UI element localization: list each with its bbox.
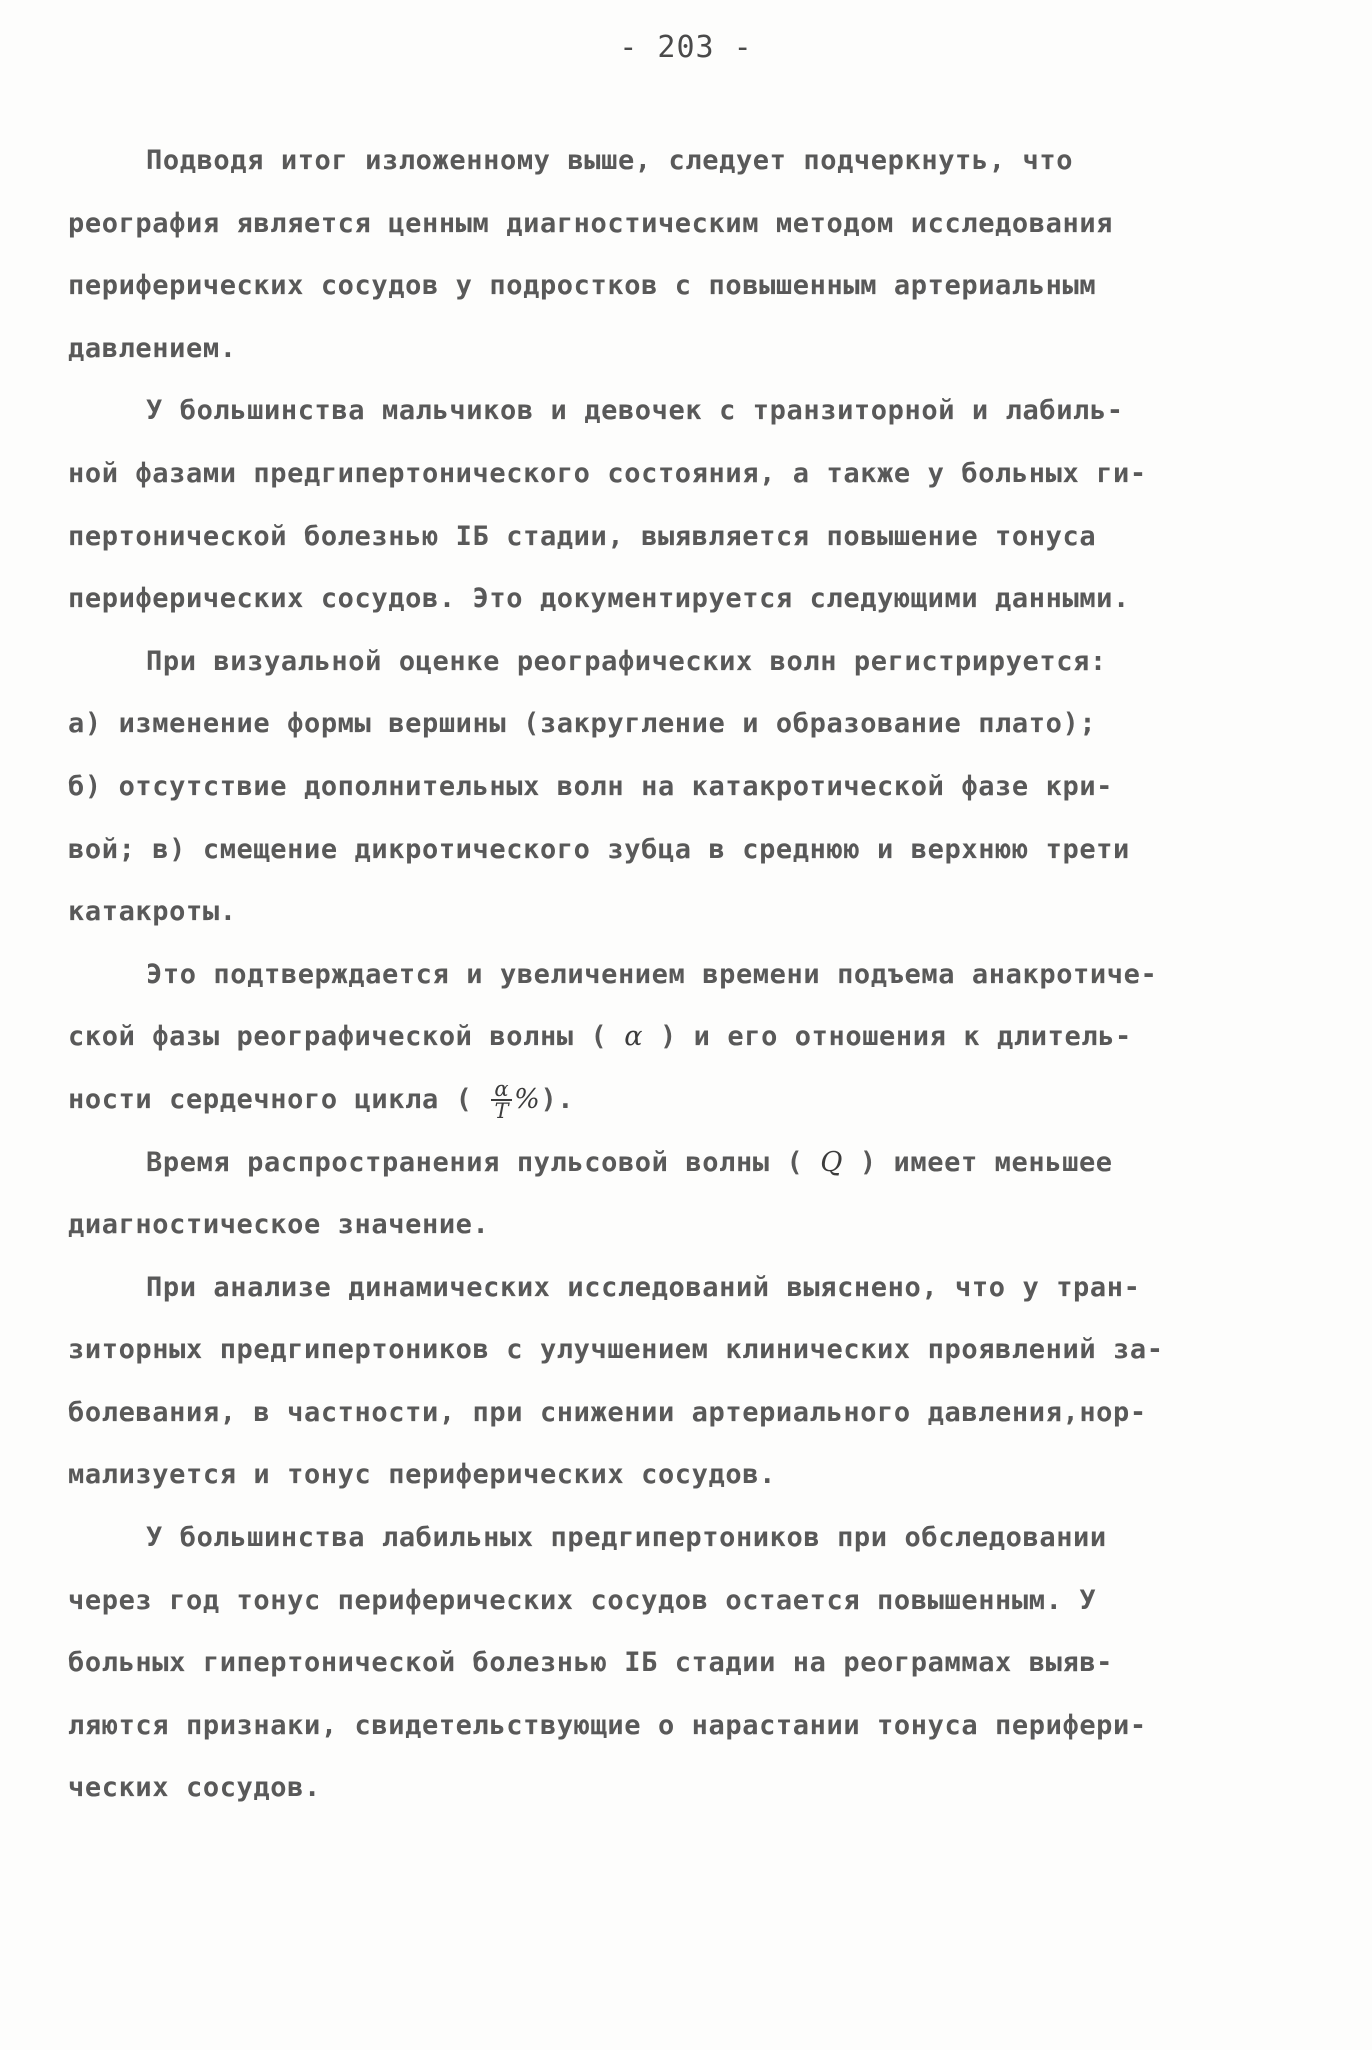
text-line: Подводя итог изложенному выше, следует подчеркнуть, что: [146, 145, 1074, 176]
body-text: [68, 130, 1318, 1820]
paragraphs-start: [68, 130, 1318, 944]
text-line: периферических сосудов. Это документируется следующими данными.: [68, 583, 1130, 615]
text-line: реография является ценным диагностическим методом исследования: [68, 207, 1114, 239]
text-line: вой; в) смещение дикротического зубца в среднюю и верхнюю трети: [68, 833, 1130, 865]
text-line: через год тонус периферических сосудов остается повышенным. У: [68, 1584, 1097, 1616]
alpha-symbol: α: [624, 1021, 644, 1053]
text-line: У большинства мальчиков и девочек с транзиторной и лабиль-: [146, 395, 1124, 427]
page-number: - 203 -: [619, 30, 753, 65]
text-line: пертонической болезнью IБ стадии, выявляется повышение тонуса: [68, 520, 1097, 552]
text-line: ной фазами предгипертонического состояния, а также у больных ги-: [68, 457, 1147, 489]
text-line: диагностическое значение.: [68, 1209, 490, 1241]
text-line: болевания, в частности, при снижении артериального давления,нор-: [68, 1396, 1147, 1428]
alpha-over-t-fraction: $\frac{\alpha}{T}$: [491, 1079, 512, 1121]
text-line: ляются признаки, свидетельствующие о нарастании тонуса перифери-: [68, 1709, 1147, 1741]
paragraphs-end: [68, 1257, 1318, 1820]
text-line: б) отсутствие дополнительных волн на катакротической фазе кри-: [68, 770, 1114, 802]
text-line: давлением.: [68, 332, 237, 364]
text-line: зиторных предгипертоников с улучшением клинических проявлений за-: [68, 1334, 1164, 1366]
text-line: катакроты.: [68, 896, 237, 928]
text-line: У большинства лабильных предгипертоников при обследовании: [146, 1522, 1107, 1554]
q-symbol: Q: [820, 1146, 843, 1178]
text-line: При визуальной оценке реографических волн регистрируется:: [146, 645, 1107, 677]
text-line: периферических сосудов у подростков с повышенным артериальным: [68, 270, 1097, 302]
text-line: Время распространения пульсовой волны ( Q ) имеет меньшее: [146, 1146, 1113, 1178]
text-line: При анализе динамических исследований выяснено, что у тран-: [146, 1271, 1141, 1303]
text-line: больных гипертонической болезнью IБ стадии на реограммах выяв-: [68, 1647, 1114, 1679]
text-line: а) изменение формы вершины (закругление и образование плато);: [68, 708, 1097, 740]
text-line: ской фазы реографической волны ( α ) и его отношения к длитель-: [68, 1021, 1132, 1053]
text-line: Это подтверждается и увеличением времени подъема анакротиче-: [146, 958, 1158, 990]
text-line: мализуется и тонус периферических сосудов.: [68, 1459, 776, 1491]
text-line: ности сердечного цикла ( $\frac{\alpha}{T}$ %).: [68, 1077, 575, 1124]
text-line: ческих сосудов.: [68, 1772, 321, 1804]
